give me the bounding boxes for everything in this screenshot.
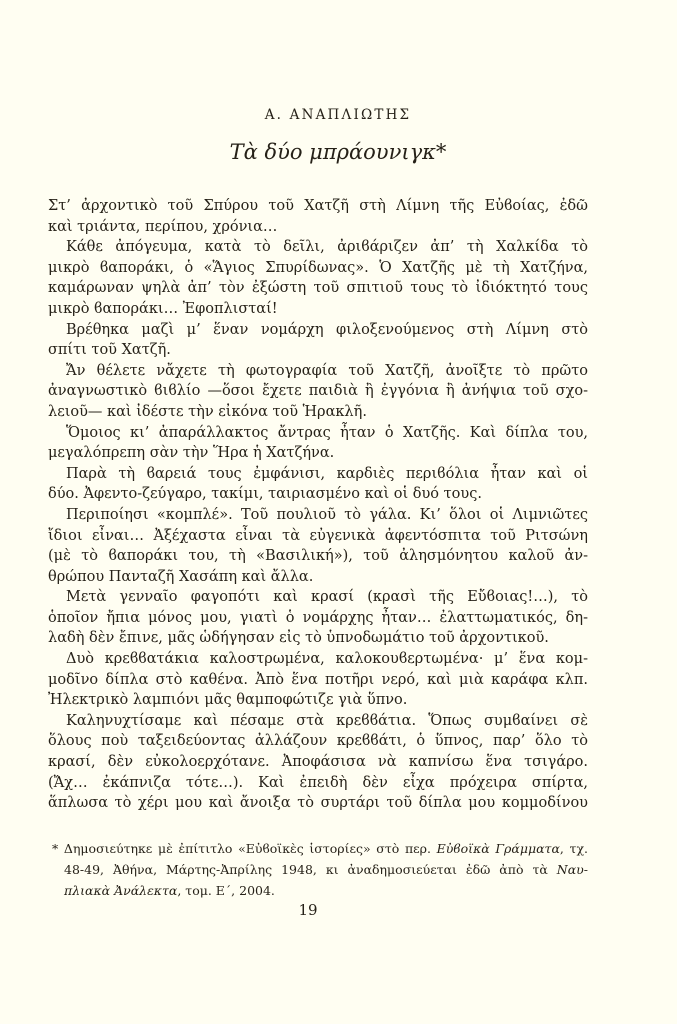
footnote-text: , τομ. Ε΄, 2004. <box>177 883 275 898</box>
body-line: ὅλους ποὺ ταξειδεύοντας ἀλλάζουν κρεϐϐάτι, ὁ ὕπνος, παρ’ ὅλο τὸ <box>48 733 588 750</box>
body-line: κρασί, δὲν εὐκολοερχότανε. Ἀποφάσισα νὰ καπνίσω ἕνα τσιγάρο. <box>48 754 588 771</box>
footnote-line <box>48 838 588 859</box>
body-line: μικρὸ ϐαποράκι, ὁ «Ἅγιος Σπυρίδωνας». Ὁ Χατζῆς μὲ τὴ Χατζήνα, <box>48 259 588 276</box>
body-line: ὁποῖον ἤπια μόνος μου, γιατὶ ὁ νομάρχης ἦταν… ἐλαττωματικός, δη- <box>48 609 588 626</box>
footnote-text: * Δημοσιεύτηκε μὲ ἐπίτιτλο «Εὐϐοϊκὲς ἱστορίες» στὸ περ. <box>52 841 437 856</box>
footnote <box>48 838 588 901</box>
body-line: καὶ τριάντα, περίπου, χρόνια… <box>48 218 278 235</box>
body-line: σπίτι τοῦ Χατζῆ. <box>48 342 171 359</box>
body-line: Βρέθηκα μαζὶ μ’ ἕναν νομάρχη φιλοξενούμενος στὴ Λίμνη στὸ <box>66 321 588 338</box>
body-line: μικρὸ ϐαποράκι… Ἐφοπλισταί! <box>48 300 278 317</box>
body-text <box>48 196 588 814</box>
body-line: ἅπλωσα τὸ χέρι μου καὶ ἄνοιξα τὸ συρτάρι τοῦ δίπλα μου κομμοδίνου <box>48 795 588 812</box>
footnote-italic-text: Εὐϐοϊκὰ Γράμματα <box>436 841 560 856</box>
footnote-italic-text: πλιακὰ Ἀνάλεκτα <box>64 883 178 898</box>
body-line: Κάθε ἀπόγευμα, κατὰ τὸ δεῖλι, ἀριϐάριζεν ἀπ’ τὴ Χαλκίδα τὸ <box>66 239 588 256</box>
body-line: ἀναγνωστικὸ ϐιϐλίο —ὅσοι ἔχετε παιδιὰ ἢ ἐγγόνια ἢ ἀνήψια τοῦ σχο- <box>48 383 588 400</box>
body-line: θρώπου Πανταζῆ Χασάπη καὶ ἄλλα. <box>48 568 314 585</box>
page-number: 19 <box>298 901 318 919</box>
body-line: μοδῖνο δίπλα στὸ καθένα. Ἀπὸ ἕνα ποτῆρι νερό, καὶ μιὰ καράφα κλπ. <box>48 671 588 688</box>
body-line: Ἄν θέλετε νἄχετε τὴ φωτογραφία τοῦ Χατζῆ, ἀνοῖξτε τὸ πρῶτο <box>66 362 588 379</box>
footnote-text: 48-49, Ἀθήνα, Μάρτης-Ἀπρίλης 1948, κι ἀναδημοσιεύεται ἐδῶ ἀπὸ τὰ <box>64 862 557 877</box>
footnote-italic-text: Ναυ- <box>556 862 588 877</box>
footnote-text: , τχ. <box>559 841 588 856</box>
body-line: Ἠλεκτρικὸ λαμπιόνι μᾶς θαμποφώτιζε γιὰ ὕπνο. <box>48 692 408 709</box>
body-line: λαδὴ δὲν ἔπινε, μᾶς ὡδήγησαν εἰς τὸ ὑπνοδωμάτιο τοῦ ἀρχοντικοῦ. <box>48 630 549 647</box>
story-title: Τὰ δύο μπράουνιγκ* <box>229 140 447 164</box>
body-line: μεγαλόπρεπη σὰν τὴν Ἥρα ἡ Χατζήνα. <box>48 445 335 462</box>
body-line: καμάρωναν ψηλὰ ἀπ’ τὸν ἐξώστη τοῦ σπιτιοῦ τους τὸ ἰδιόκτητό τους <box>48 280 588 297</box>
body-line: Καληνυχτίσαμε καὶ πέσαμε στὰ κρεϐϐάτια. Ὅπως συμϐαίνει σὲ <box>66 712 588 729</box>
body-line: δύο. Ἀφεντο-ζεύγαρο, τακίμι, ταιριασμένο καὶ οἱ δυό τους. <box>48 486 482 503</box>
body-line: Περιποίησι «κομπλέ». Τοῦ πουλιοῦ τὸ γάλα. Κι’ ὅλοι οἱ Λιμνιῶτες <box>66 506 588 523</box>
body-line: Στ’ ἀρχοντικὸ τοῦ Σπύρου τοῦ Χατζῆ στὴ Λίμνη τῆς Εὐϐοίας, ἐδῶ <box>48 198 588 214</box>
body-line: λειοῦ— καὶ ἰδέστε τὴν εἰκόνα τοῦ Ἡρακλῆ. <box>48 403 367 420</box>
body-line: (μὲ τὸ ϐαποράκι του, τὴ «Βασιλική»), τοῦ ἀλησμόνητου καλοῦ ἀν- <box>48 548 588 565</box>
body-line: Ὅμοιος κι’ ἀπαράλλακτος ἄντρας ἦταν ὁ Χατζῆς. Καὶ δίπλα του, <box>66 424 588 441</box>
author-heading: Α. ΑΝΑΠΛΙΩΤΗΣ <box>264 107 412 123</box>
body-line: (Ἄχ… ἐκάπνιζα τότε…). Καὶ ἐπειδὴ δὲν εἶχα πρόχειρα σπίρτα, <box>48 774 588 791</box>
footnote-line <box>48 880 588 901</box>
body-line: Δυὸ κρεϐϐατάκια καλοστρωμένα, καλοκουϐερτωμένα· μ’ ἕνα κομ- <box>66 651 588 668</box>
body-line: Παρὰ τὴ ϐαρειά τους ἐμφάνισι, καρδιὲς περιϐόλια ἦταν καὶ οἱ <box>66 465 588 482</box>
body-line: Μετὰ γενναῖο φαγοπότι καὶ κρασί (κρασὶ τῆς Εὔϐοιας!…), τὸ <box>66 589 588 606</box>
body-line: ἴδιοι εἶναι… Ἀξέχαστα εἶναι τὰ εὐγενικὰ ἀφεντόσπιτα τοῦ Ριτσώνη <box>48 527 588 544</box>
footnote-line <box>48 859 588 880</box>
